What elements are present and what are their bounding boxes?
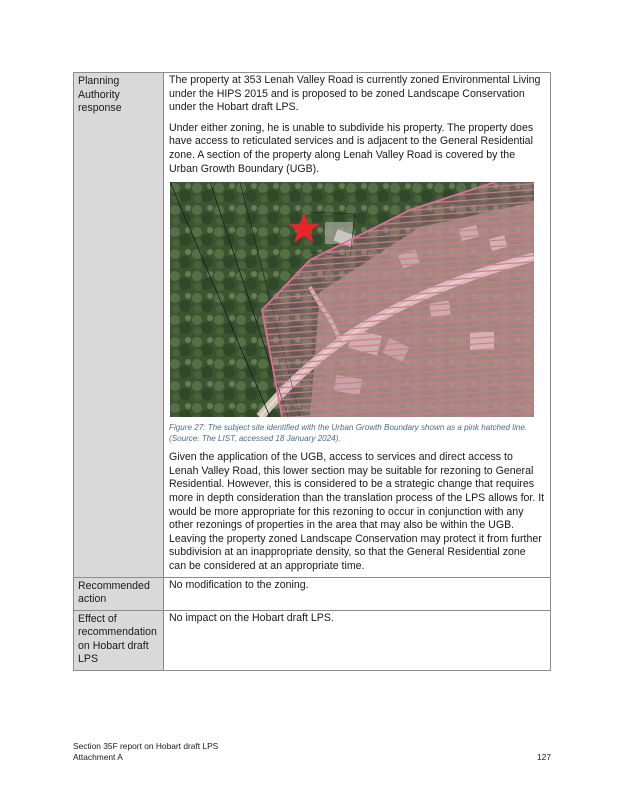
- content-cell: [164, 610, 551, 670]
- row-recommended-action: [74, 577, 551, 610]
- label-cell: [74, 73, 164, 578]
- page-footer: [73, 741, 551, 763]
- page-number: 127: [537, 752, 551, 762]
- row-label: Planning Authority response: [78, 75, 122, 114]
- row-effect-of-recommendation: [74, 610, 551, 670]
- paragraph-ugb-analysis: Given the application of the UGB, access to services and direct access to Lenah Valley Road, this lower section may be suitable for rezoning to General Residential. However, this is considered to be a strategic change that requires more in depth consideration than the translation process of the LPS allows for. It would be more appropriate for this rezoning to occur in conjunction with any other rezonings of properties in the area that may also be within the UGB. Leaving the property zoned Landscape Conservation may protect it from further subdivision at an inappropriate density, so that the General Residential zone can be considered at an appropriate time.: [169, 451, 545, 572]
- content-cell: [164, 73, 551, 578]
- row-planning-authority-response: [74, 73, 551, 578]
- footer-report-title: Section 35F report on Hobart draft LPS: [73, 741, 219, 751]
- label-cell: [74, 577, 164, 610]
- aerial-map-figure: [170, 182, 534, 417]
- footer-attachment: Attachment A: [73, 752, 123, 762]
- content-cell: [164, 577, 551, 610]
- effect-text: No impact on the Hobart draft LPS.: [169, 611, 334, 624]
- paragraph-subdivision: Under either zoning, he is unable to subdivide his property. The property does have access to reticulated services and is adjacent to the General Residential zone. A section of the property along Lenah Valley Road is covered by the Urban Growth Boundary (UGB).: [169, 121, 534, 175]
- paragraph-zoning: The property at 353 Lenah Valley Road is currently zoned Environmental Living under the HIPS 2015 and is proposed to be zoned Landscape Conservation under the Hobart draft LPS.: [169, 74, 541, 114]
- response-table: [73, 72, 551, 671]
- label-cell: [74, 610, 164, 670]
- aerial-map: [170, 182, 534, 417]
- figure-caption: Figure 27: The subject site identified with the Urban Growth Boundary shown as a pink hatched line. (Source: The LIST, accessed 18 January 2024).: [169, 423, 528, 444]
- row-label: Recommended action: [78, 579, 150, 605]
- recommendation-text: No modification to the zoning.: [169, 578, 309, 591]
- row-label: Effect of recommendation on Hobart draft LPS: [78, 612, 157, 665]
